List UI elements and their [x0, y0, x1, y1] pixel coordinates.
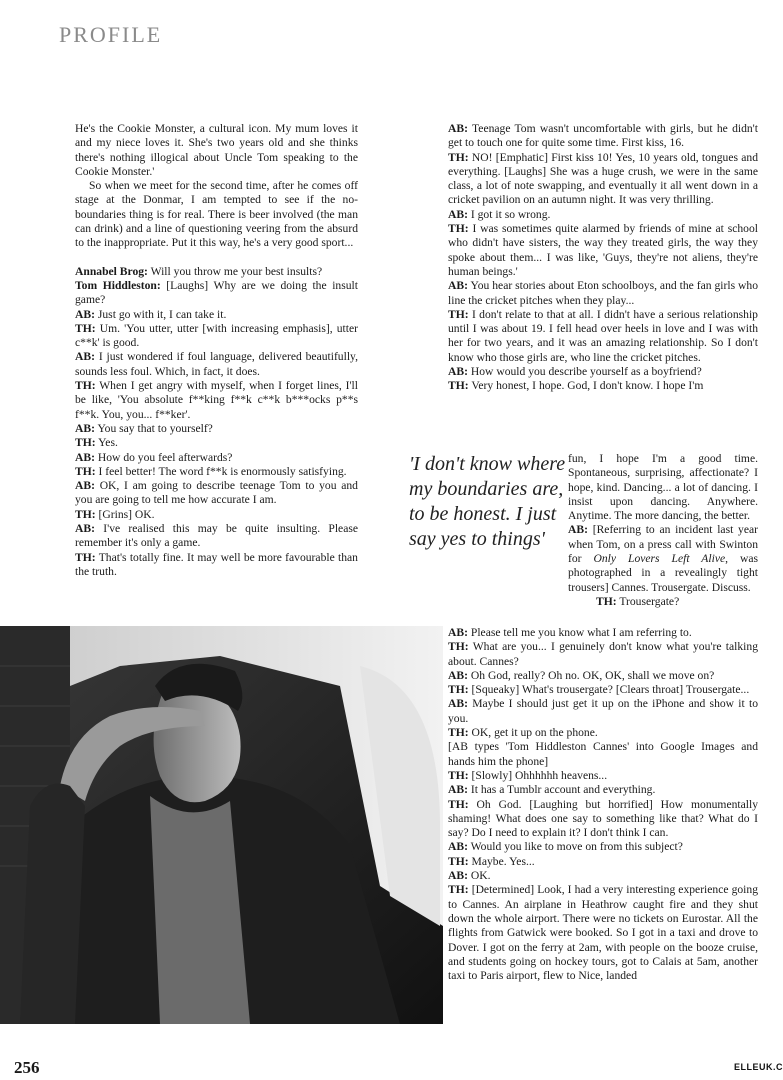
qa-line	[75, 308, 358, 322]
qa-text: [Determined] Look, I had a very interesting experience going to Cannes. An airplane in Heathrow caught fire and they shut down the whole airport. There were no tickets on Eurostar. All the flights from Gatwick were booked. So I got in a taxi and drove to Dover. I got on the ferry at 2am, with people on the booze cruise, and students going on hockey tours, got to Calais at 5am, another taxi to Paris airport, flew to Nice, landed	[448, 883, 758, 983]
qa-text: When I get angry with myself, when I forget lines, I'll be like, 'You absolute f**king f**k c**k b***ocks p**s f**k. You, you... f**ker'.	[75, 379, 358, 421]
qa-text: I was sometimes quite alarmed by friends of mine at school who didn't have sisters, the way they treated girls, the way they spoke about them... I was like, 'Guys, they're not aliens, they're human beings.'	[448, 222, 758, 278]
qa-line	[75, 451, 358, 465]
qa-text: NO! [Emphatic] First kiss 10! Yes, 10 years old, tongues and everything. [Laughs] She was a huge crush, we were in the same class, a lot of note swapping, and eventually it all went down in a cricket pavilion on an autumn night. It was very thrilling.	[448, 150, 758, 207]
qa-line	[448, 726, 758, 740]
qa-line	[75, 479, 358, 508]
speaker: TH:	[596, 594, 617, 608]
speaker: AB:	[75, 479, 95, 493]
qa-line	[75, 551, 358, 580]
speaker: AB:	[75, 522, 95, 536]
qa-text: OK.	[470, 869, 491, 883]
qa-text: Would you like to move on from this subject?	[470, 840, 683, 854]
left-qa	[75, 265, 358, 580]
qa-line	[75, 422, 358, 436]
qa-text: [Laughs] Why are we doing the insult game?	[75, 278, 358, 307]
qa-line	[75, 522, 358, 551]
stage-direction	[448, 740, 758, 769]
qa-text: Yes.	[98, 436, 118, 450]
qa-line	[448, 798, 758, 841]
qa-text: I got it so wrong.	[470, 207, 551, 221]
qa-text: OK, I am going to describe teenage Tom to you and you are going to tell me how accurate I am.	[75, 479, 358, 507]
float-block	[568, 452, 758, 609]
speaker: TH:	[448, 379, 469, 393]
speaker: AB:	[448, 365, 468, 379]
speaker: AB:	[448, 840, 468, 854]
continuation: fun, I hope I'm a good time. Spontaneous, surprising, affectionate? I hope, kind. Dancing... a lot of dancing. I insist upon dancing. Anywhere. Anytime. The more dancing, the better.	[568, 452, 758, 523]
speaker: TH:	[448, 640, 469, 654]
qa-text: You hear stories about Eton schoolboys, and the fan girls who line the cricket pitches when they play...	[448, 279, 759, 307]
qa-line	[75, 279, 358, 308]
qa-line	[568, 595, 758, 609]
qa-text: How would you describe yourself as a boyfriend?	[470, 365, 702, 379]
speaker: AB:	[75, 450, 95, 464]
speaker: AB:	[75, 350, 95, 364]
qa-line	[75, 508, 358, 522]
qa-text: [AB types 'Tom Hiddleston Cannes' into Google Images and hands him the phone]	[448, 740, 758, 768]
speaker: AB:	[75, 307, 95, 321]
speaker: AB:	[448, 626, 468, 639]
qa-line	[448, 669, 758, 683]
qa-line	[75, 322, 358, 351]
intro	[75, 122, 358, 251]
speaker: AB:	[448, 279, 468, 293]
qa-text: How do you feel afterwards?	[97, 450, 233, 464]
speaker: TH:	[75, 321, 96, 335]
qa-line	[448, 855, 758, 869]
qa-text: I don't relate to that at all. I didn't have a serious relationship until I was about 19. I fell head over heels in love and I was with her for two years, and it was an amazing relationship. So I don't know who those girls are, who line the cricket pitches.	[448, 307, 758, 364]
qa-text: Very honest, I hope. God, I don't know. I hope I'm	[471, 379, 704, 393]
qa-text: Oh God, really? Oh no. OK, OK, shall we move on?	[470, 668, 715, 682]
speaker: TH:	[75, 507, 96, 521]
speaker: TH:	[75, 436, 96, 450]
qa-line	[75, 350, 358, 379]
page-number: 256	[14, 1058, 40, 1077]
qa-text: [Grins] OK.	[98, 507, 155, 521]
speaker: Annabel Brog:	[75, 264, 148, 278]
speaker: AB:	[448, 668, 468, 682]
site-url: ELLEUK.C	[734, 1062, 783, 1072]
speaker: TH:	[75, 379, 96, 393]
speaker: AB:	[568, 523, 588, 537]
qa-text: I've realised this may be quite insulting. Please remember it's only a game.	[75, 522, 359, 550]
speaker: TH:	[448, 150, 469, 164]
qa-line	[448, 151, 758, 208]
qa-line	[448, 640, 758, 669]
qa-line	[568, 523, 758, 594]
qa-line	[448, 379, 758, 393]
qa-text: Will you throw me your best insults?	[150, 264, 323, 278]
speaker: AB:	[448, 207, 468, 221]
qa-text: I just wondered if foul language, delivered beautifully, sounds less foul. Which, in fact, it does.	[75, 350, 358, 378]
left-column	[75, 122, 358, 579]
intro-paragraph: So when we meet for the second time, after he comes off stage at the Donmar, I am tempted to see if the no-boundaries thing is for real. There is beer involved (the man can drink) and a line of questioning veering from the absurd to the inappropriate. Put it this way, he's a very good sport...	[75, 179, 358, 250]
speaker: Tom Hiddleston:	[75, 278, 161, 292]
qa-line	[448, 279, 758, 308]
speaker: AB:	[448, 697, 468, 711]
qa-line	[448, 365, 758, 379]
speaker: TH:	[448, 768, 469, 782]
speaker: TH:	[448, 683, 469, 697]
qa-line	[448, 783, 758, 797]
speaker: TH:	[448, 883, 469, 897]
right-column-lower	[448, 626, 758, 983]
qa-text: Teenage Tom wasn't uncomfortable with girls, but he didn't get to touch one for quite some time. First kiss, 16.	[448, 122, 758, 150]
qa-line	[448, 683, 758, 697]
qa-text: Please tell me you know what I am referring to.	[470, 626, 692, 639]
speaker: AB:	[448, 869, 468, 883]
speaker: AB:	[75, 421, 95, 435]
qa-line	[448, 769, 758, 783]
intro-paragraph: He's the Cookie Monster, a cultural icon. My mum loves it and my niece loves it. She's two years old and she thinks there's nothing illogical about Uncle Tom speaking to the Cookie Monster.'	[75, 122, 358, 178]
qa-line	[448, 122, 758, 151]
section-heading: PROFILE	[59, 22, 163, 47]
qa-text: I feel better! The word f**k is enormously satisfying.	[98, 464, 347, 478]
qa-text: Maybe. Yes...	[471, 854, 535, 868]
speaker: TH:	[448, 854, 469, 868]
qa-text: Maybe I should just get it up on the iPhone and show it to you.	[448, 697, 758, 725]
qa-line	[75, 436, 358, 450]
qa-text: Just go with it, I can take it.	[97, 307, 227, 321]
qa-text: What are you... I genuinely don't know what you're talking about. Cannes?	[448, 640, 758, 668]
qa-line	[75, 379, 358, 422]
qa-line	[448, 308, 758, 365]
portrait-photo	[0, 626, 443, 1024]
qa-line	[448, 883, 758, 983]
portrait-illustration	[0, 626, 443, 1024]
qa-line	[448, 222, 758, 279]
qa-text: [Squeaky] What's trousergate? [Clears throat] Trousergate...	[471, 683, 750, 697]
qa-line	[448, 869, 758, 883]
qa-line	[75, 265, 358, 279]
speaker: TH:	[75, 550, 96, 564]
qa-line	[448, 626, 758, 640]
qa-line	[75, 465, 358, 479]
speaker: TH:	[448, 222, 469, 236]
qa-line	[448, 697, 758, 726]
qa-text: Um. 'You utter, utter [with increasing emphasis], utter c**k' is good.	[75, 321, 358, 350]
right-column	[448, 122, 758, 394]
speaker: AB:	[448, 783, 468, 797]
qa-text: OK, get it up on the phone.	[471, 726, 598, 740]
pull-quote: 'I don't know where my boundaries are, to be honest. I just say yes to things'	[409, 453, 566, 550]
qa-text: Oh God. [Laughing but horrified] How monumentally shaming! What does one say to something like that? What do I say? Do I need to explain it? I don't think I can.	[448, 797, 758, 840]
speaker: TH:	[448, 726, 469, 740]
speaker: TH:	[448, 797, 469, 811]
qa-text: [Slowly] Ohhhhhh heavens...	[471, 768, 608, 782]
qa-line	[448, 840, 758, 854]
qa-text: It has a Tumblr account and everything.	[470, 783, 656, 797]
qa-text: , was photographed in a revealingly tight trousers] Cannes. Trousergate. Discuss.	[568, 552, 759, 594]
spacer	[75, 251, 358, 265]
qa-text: That's totally fine. It may well be more favourable than the truth.	[75, 550, 358, 578]
qa-text: Trousergate?	[619, 594, 680, 608]
speaker: TH:	[75, 464, 96, 478]
speaker: AB:	[448, 122, 468, 135]
film-title: Only Lovers Left Alive	[593, 552, 726, 566]
qa-text: You say that to yourself?	[97, 421, 213, 435]
speaker: TH:	[448, 307, 469, 321]
qa-line	[448, 208, 758, 222]
qa-text: [Referring to an incident last year when Tom, on a press call with Swinton for	[568, 523, 758, 566]
